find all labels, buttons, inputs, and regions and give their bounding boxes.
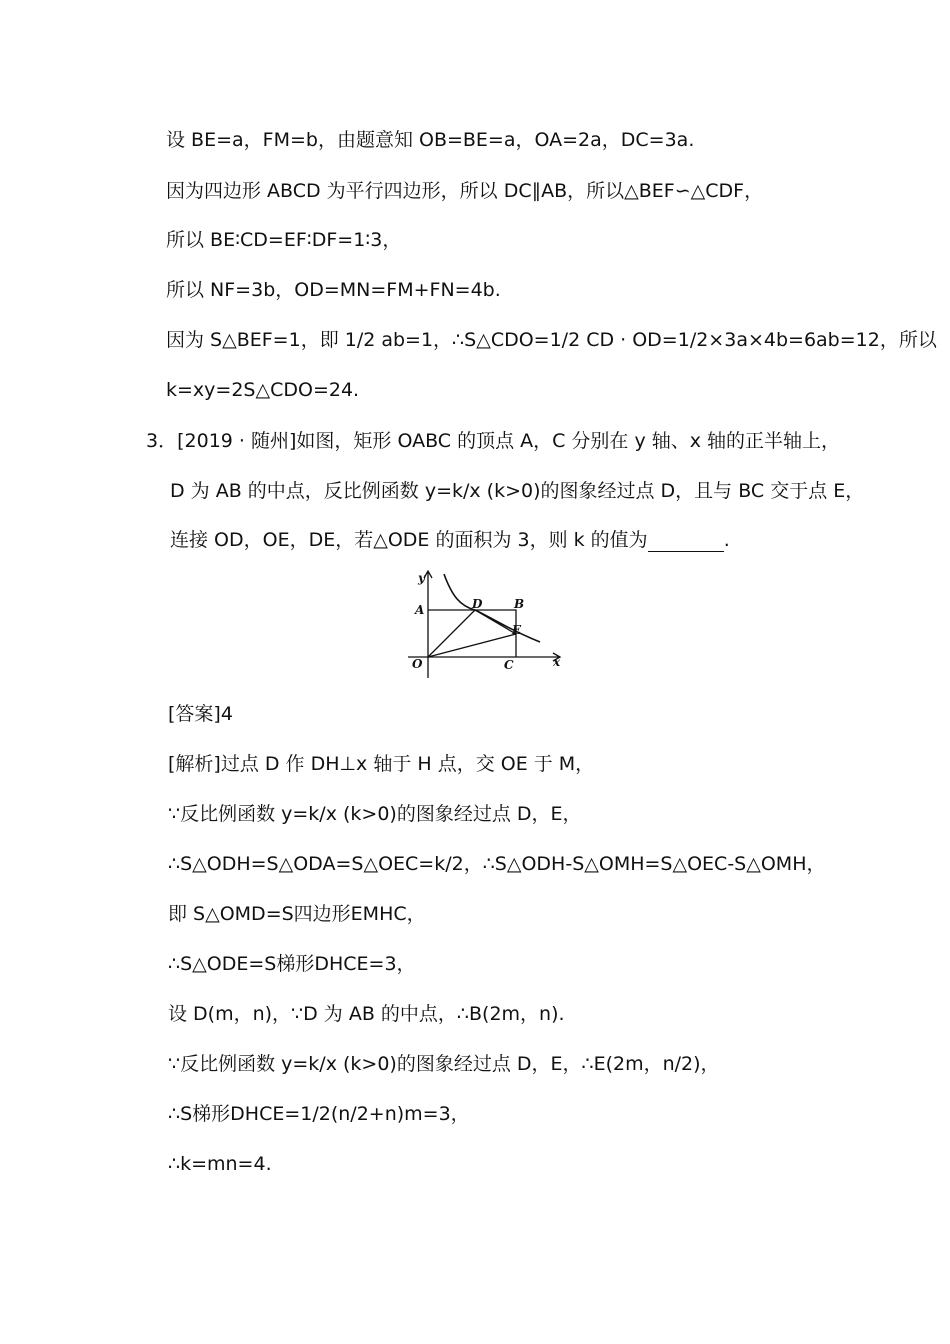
analysis-text-9: ∴k=mn=4. xyxy=(168,1153,272,1175)
answer-value: 4 xyxy=(220,703,233,725)
label-a: A xyxy=(415,603,425,617)
problem-line-2 xyxy=(170,479,864,503)
label-x: x xyxy=(553,655,561,669)
problem-text-3-end: . xyxy=(723,529,730,551)
analysis-label: [解析] xyxy=(168,753,221,775)
rectangle-oabc xyxy=(428,610,516,657)
solution-line-6 xyxy=(166,378,359,402)
problem-text-1: 如图，矩形 OABC 的顶点 A，C 分别在 y 轴、x 轴的正半轴上， xyxy=(296,430,841,452)
analysis-line-1 xyxy=(168,752,594,776)
analysis-text-8: ∴S梯形DHCE=1/2(n/2+n)m=3， xyxy=(168,1103,470,1125)
label-o: O xyxy=(412,657,423,671)
problem-figure xyxy=(400,566,570,682)
label-y: y xyxy=(418,571,425,585)
label-e: E xyxy=(512,623,522,637)
problem-line-1: 3．[2019 · 随州]如图，矩形 OABC 的顶点 A，C 分别在 y 轴、x 轴的正半轴上， xyxy=(146,430,841,452)
solution-line-3 xyxy=(166,228,401,252)
segment-oe xyxy=(428,634,516,657)
analysis-text-2: ∵反比例函数 y=k/x (k>0)的图象经过点 D，E， xyxy=(168,803,582,825)
label-c: C xyxy=(504,658,514,672)
analysis-text-4: 即 S△OMD=S四边形EMHC， xyxy=(168,903,426,925)
problem-number: 3 xyxy=(146,430,159,452)
solution-text-2: 因为四边形 ABCD 为平行四边形，所以 DC∥AB，所以△BEF∽△CDF， xyxy=(166,180,764,202)
solution-line-1 xyxy=(166,128,694,152)
problem-source: [2019 · 随州] xyxy=(177,430,297,452)
analysis-text-6: 设 D(m，n)，∵D 为 AB 的中点，∴B(2m，n). xyxy=(168,1003,565,1025)
problem-text-3: 连接 OD，OE，DE，若△ODE 的面积为 3，则 k 的值为 xyxy=(170,529,648,551)
analysis-line-4 xyxy=(168,902,426,926)
analysis-line-8 xyxy=(168,1102,470,1126)
analysis-line-3 xyxy=(168,852,826,876)
analysis-text-1: 过点 D 作 DH⊥x 轴于 H 点，交 OE 于 M， xyxy=(220,753,595,775)
solution-text-5: 因为 S△BEF=1，即 1/2 ab=1，∴S△CDO=1/2 CD · OD=1/2×3a×4b=6ab=12，所以 xyxy=(166,329,937,351)
analysis-line-9 xyxy=(168,1152,272,1176)
solution-text-3: 所以 BE∶CD=EF∶DF=1∶3， xyxy=(166,229,402,251)
problem-line-3 xyxy=(170,528,730,552)
answer-blank xyxy=(648,533,724,552)
solution-line-4 xyxy=(166,278,501,302)
solution-text-1: 设 BE=a，FM=b，由题意知 OB=BE=a，OA=2a，DC=3a. xyxy=(166,129,695,151)
analysis-text-5: ∴S△ODE=S梯形DHCE=3， xyxy=(168,953,416,975)
solution-line-5 xyxy=(166,328,937,352)
problem-text-2: D 为 AB 的中点，反比例函数 y=k/x (k>0)的图象经过点 D，且与 BC 交于点 E， xyxy=(170,480,865,502)
analysis-line-7 xyxy=(168,1052,720,1076)
analysis-line-6 xyxy=(168,1002,565,1026)
segment-od xyxy=(428,610,475,657)
solution-text-4: 所以 NF=3b，OD=MN=FM+FN=4b. xyxy=(166,279,501,301)
analysis-text-7: ∵反比例函数 y=k/x (k>0)的图象经过点 D，E，∴E(2m，n/2)， xyxy=(168,1053,720,1075)
hyperbola-curve xyxy=(444,574,540,642)
answer-label: [答案] xyxy=(168,703,221,725)
answer-line xyxy=(168,702,233,726)
analysis-line-5 xyxy=(168,952,416,976)
label-b: B xyxy=(514,597,525,611)
analysis-text-3: ∴S△ODH=S△ODA=S△OEC=k/2，∴S△ODH-S△OMH=S△OEC-S△OMH， xyxy=(168,853,826,875)
solution-text-6: k=xy=2S△CDO=24. xyxy=(166,379,360,401)
analysis-line-2 xyxy=(168,802,582,826)
solution-line-2 xyxy=(166,179,763,203)
label-d: D xyxy=(472,597,483,611)
